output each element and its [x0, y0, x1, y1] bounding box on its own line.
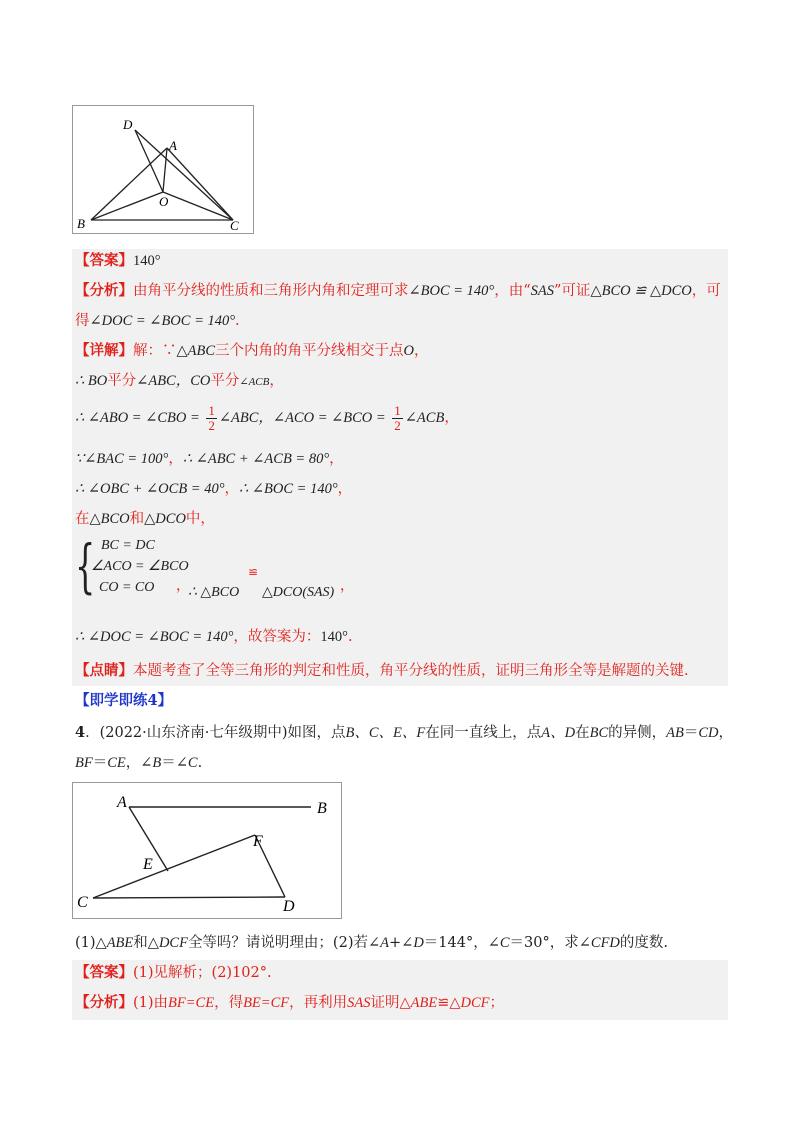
detail-line-5: ∴ ∠OBC + ∠OCB = 40°，∴ ∠BOC = 140°，: [75, 481, 353, 497]
analysis-4-line: 【分析】(1)由BF=CE，得BE=CF，再利用SAS证明△ABE≌△DCF；: [75, 994, 505, 1011]
triangle-diagram: [73, 106, 253, 233]
fraction-half-1: $\frac{1}{2}$: [208, 402, 215, 433]
label-e: E: [143, 856, 153, 873]
label-d2: D: [283, 898, 295, 915]
practice-heading: 【即学即练4】: [75, 692, 173, 709]
figure-triangle-abc: [72, 105, 254, 234]
answer-value: 140°: [133, 253, 161, 269]
detail-line-4: ∵∠BAC = 100°，∴ ∠ABC + ∠ACB = 80°，: [75, 451, 344, 467]
detail-line-8: ∴ ∠DOC = ∠BOC = 140°，故答案为：140°.: [75, 629, 353, 645]
detail-line-2: ∴ BO平分∠ABC，CO平分∠ACB，: [75, 373, 284, 389]
label-b2: B: [317, 800, 327, 817]
conclusion-congruence-b: △DCO(SAS): [262, 585, 335, 600]
label-o: O: [159, 194, 169, 209]
detail-line-6: 在△BCO和△DCO中，: [75, 511, 215, 527]
analysis-line-1: 【分析】由角平分线的性质和三角形内角和定理可求∠BOC = 140°，由“SAS”可证△BCO ≌ △DCO，可: [75, 282, 721, 299]
fraction-half-2: $\frac{1}{2}$: [394, 402, 401, 433]
equation-system: { BC = DC ∠ACO = ∠BCO CO = CO: [75, 532, 189, 600]
question-4-line: (1)△ABE和△DCF全等吗？请说明理由；(2)若∠A+∠D＝144°，∠C＝30°，求∠CFD的度数.: [75, 935, 669, 951]
label-a2: A: [117, 794, 127, 811]
answer-line-1: [75, 250, 161, 272]
label-c2: C: [77, 894, 88, 911]
answer-tag: 【答案】: [75, 252, 133, 269]
problem-4-line-2: BF＝CE，∠B＝∠C.: [75, 755, 203, 771]
label-c: C: [230, 218, 239, 233]
label-b: B: [77, 216, 85, 231]
conclusion-congruence-a: ∴ △BCO: [188, 585, 240, 600]
label-f: F: [253, 833, 263, 850]
label-a: A: [169, 138, 177, 153]
comment-line: 【点睛】本题考查了全等三角形的判定和性质，角平分线的性质，证明三角形全等是解题的关键.: [75, 662, 689, 679]
detail-line-3: ∴ ∠ABO = ∠CBO = $\frac{1}{2}$ ∠ABC，∠ACO = ∠BCO = $\frac{1}{2}$ ∠ACB，: [75, 402, 459, 433]
left-brace: {: [75, 532, 96, 600]
label-d: D: [123, 117, 133, 132]
figure-2-diagram: [73, 783, 341, 918]
congruent-symbol: ≌: [248, 565, 259, 579]
answer-4-line: 【答案】(1)见解析；(2)102°.: [75, 964, 272, 981]
problem-4-line-1: 4．(2022·山东济南·七年级期中)如图，点B、C、E、F在同一直线上，点A、D在BC的异侧，AB＝CD，: [75, 724, 734, 741]
analysis-line-2: 得∠DOC = ∠BOC = 140°.: [75, 313, 240, 329]
detail-line-1: 【详解】解：∵△ABC三个内角的角平分线相交于点O，: [75, 342, 429, 359]
figure-parallelogram: [72, 782, 342, 919]
